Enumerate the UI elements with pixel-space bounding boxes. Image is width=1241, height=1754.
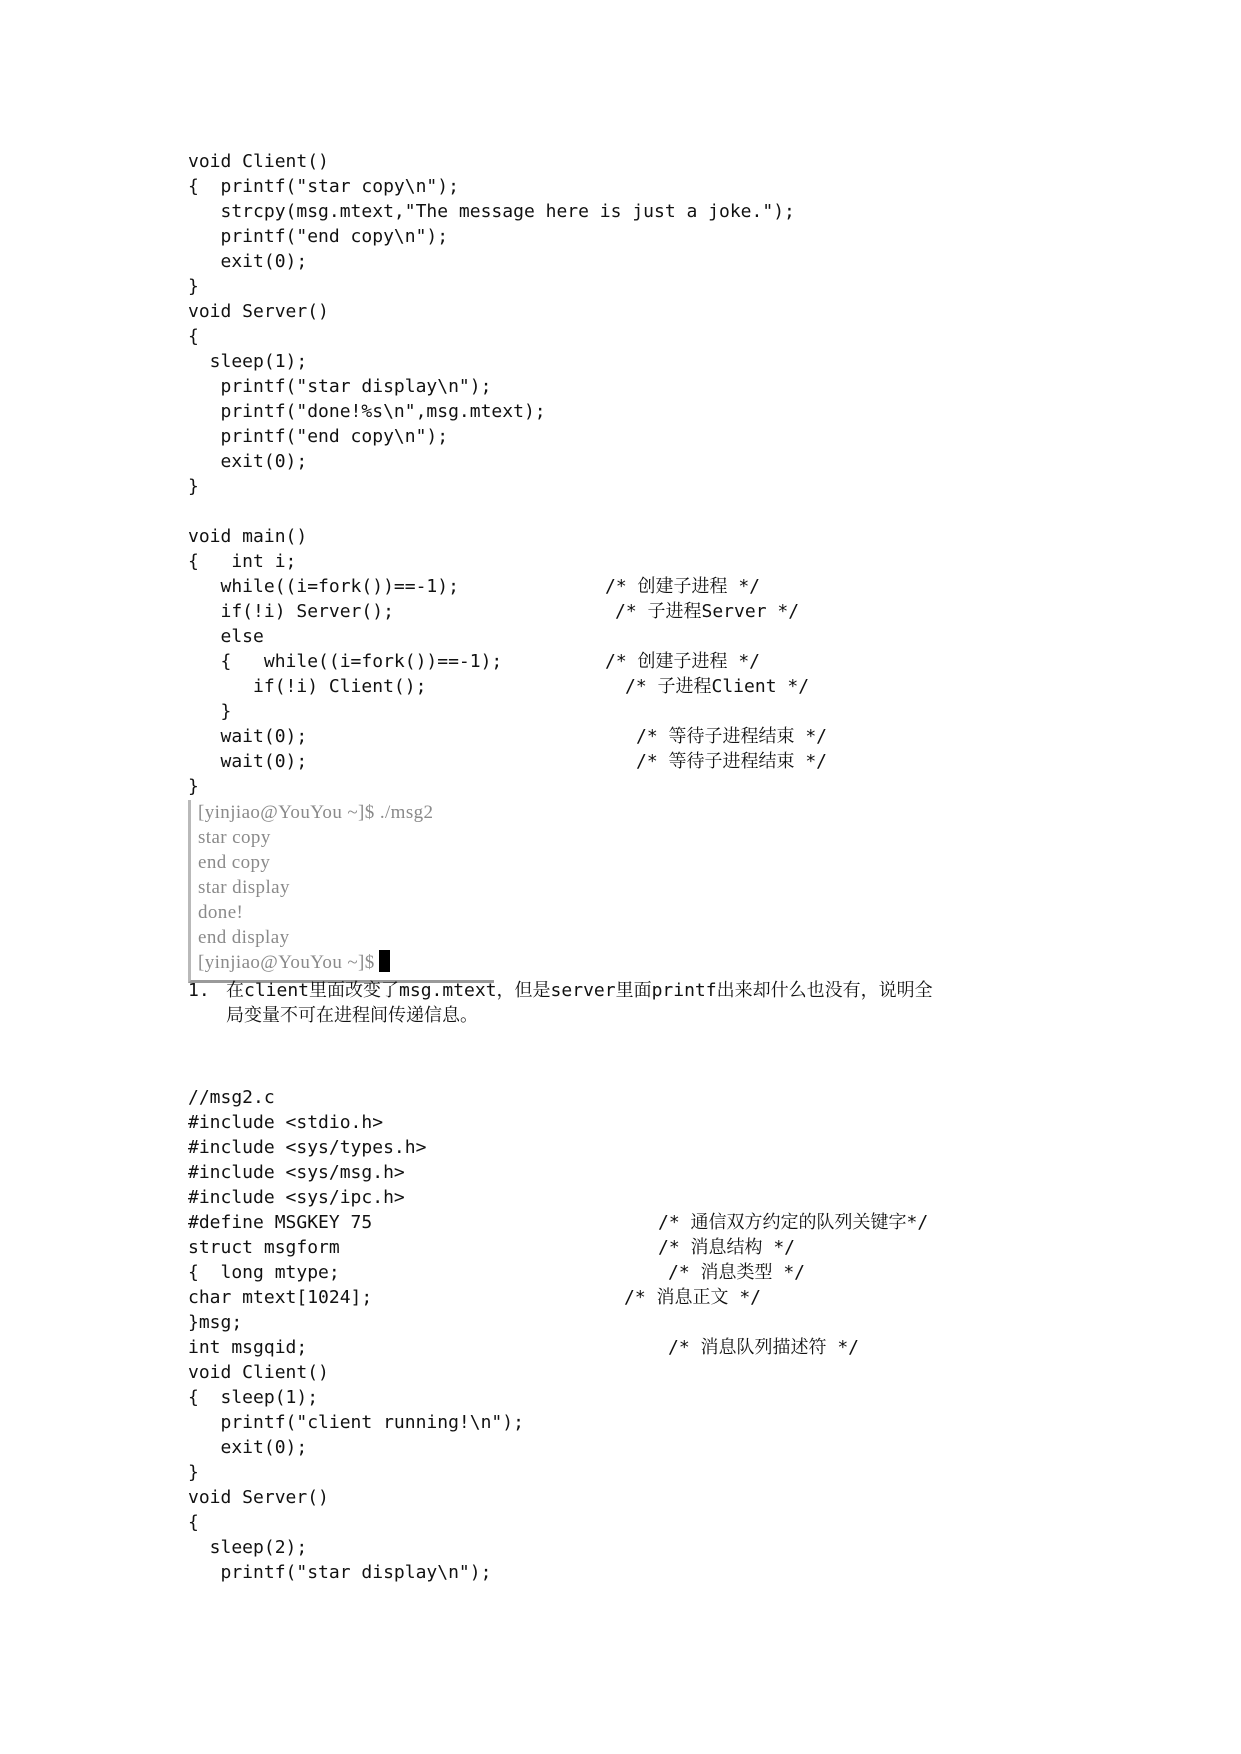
code-line: wait(0);	[188, 751, 308, 772]
code-line: {	[188, 326, 199, 347]
code-line: }	[188, 476, 199, 497]
code-line: #include <stdio.h>	[188, 1112, 384, 1133]
code-line: printf("done!%s\n",msg.mtext);	[188, 401, 546, 422]
code-line: else	[188, 626, 264, 647]
note-text-line: 在client里面改变了msg.mtext，但是server里面printf出来却什么也没有，说明全	[226, 980, 933, 1001]
code-line: { int i;	[188, 551, 297, 572]
code-line: }	[188, 701, 232, 722]
code-line: {	[188, 1512, 199, 1533]
code-line: void Server()	[188, 301, 329, 322]
code-line: //msg2.c	[188, 1087, 275, 1108]
terminal-prompt: [yinjiao@YouYou ~]$	[198, 952, 375, 973]
code-line: void Client()	[188, 151, 329, 172]
code-line: sleep(2);	[188, 1537, 308, 1558]
code-line: void Client()	[188, 1362, 329, 1383]
code-line: if(!i) Client();	[188, 676, 427, 697]
code-line: void Server()	[188, 1487, 329, 1508]
code-line: int msgqid;	[188, 1337, 308, 1358]
terminal-line: done!	[198, 902, 244, 923]
note-text-line: 局变量不可在进程间传递信息。	[226, 1005, 478, 1026]
code-line: void main()	[188, 526, 308, 547]
code-line: #include <sys/ipc.h>	[188, 1187, 405, 1208]
code-line: if(!i) Server();	[188, 601, 394, 622]
code-line: strcpy(msg.mtext,"The message here is just a joke.");	[188, 201, 795, 222]
code-line: #include <sys/types.h>	[188, 1137, 427, 1158]
code-comment: /* 等待子进程结束 */	[636, 751, 828, 772]
code-line: char mtext[1024];	[188, 1287, 373, 1308]
code-line: { printf("star copy\n");	[188, 176, 459, 197]
code-line: }	[188, 1462, 199, 1483]
terminal-cursor	[379, 950, 390, 972]
code-line: }	[188, 776, 199, 797]
code-comment: /* 子进程Client */	[625, 676, 810, 697]
code-line: while((i=fork())==-1);	[188, 576, 459, 597]
code-line: #include <sys/msg.h>	[188, 1162, 405, 1183]
code-comment: /* 子进程Server */	[615, 601, 800, 622]
code-comment: /* 消息结构 */	[658, 1237, 796, 1258]
code-comment: /* 创建子进程 */	[605, 651, 761, 672]
note-number: 1.	[188, 980, 210, 1001]
code-line: printf("end copy\n");	[188, 426, 449, 447]
code-line: struct msgform	[188, 1237, 340, 1258]
terminal-screenshot	[188, 800, 494, 983]
code-line: }msg;	[188, 1312, 243, 1333]
terminal-line: star display	[198, 877, 290, 898]
terminal-line: [yinjiao@YouYou ~]$ ./msg2	[198, 802, 434, 823]
code-line: { while((i=fork())==-1);	[188, 651, 503, 672]
code-line: exit(0);	[188, 1437, 308, 1458]
code-line: exit(0);	[188, 251, 308, 272]
code-line: { sleep(1);	[188, 1387, 319, 1408]
code-comment: /* 等待子进程结束 */	[636, 726, 828, 747]
code-line: printf("star display\n");	[188, 376, 492, 397]
code-comment: /* 消息正文 */	[624, 1287, 762, 1308]
terminal-line: end display	[198, 927, 290, 948]
code-comment: /* 消息类型 */	[668, 1262, 806, 1283]
terminal-line: star copy	[198, 827, 271, 848]
code-line: sleep(1);	[188, 351, 308, 372]
code-comment: /* 消息队列描述符 */	[668, 1337, 860, 1358]
terminal-prompt-line	[198, 950, 390, 975]
code-line: wait(0);	[188, 726, 308, 747]
code-line: printf("star display\n");	[188, 1562, 492, 1583]
code-line: #define MSGKEY 75	[188, 1212, 373, 1233]
code-comment: /* 创建子进程 */	[605, 576, 761, 597]
code-line: printf("end copy\n");	[188, 226, 449, 247]
code-line: }	[188, 276, 199, 297]
terminal-line: end copy	[198, 852, 271, 873]
code-line: exit(0);	[188, 451, 308, 472]
code-comment: /* 通信双方约定的队列关键字*/	[658, 1212, 929, 1233]
code-line: { long mtype;	[188, 1262, 340, 1283]
code-line: printf("client running!\n");	[188, 1412, 524, 1433]
